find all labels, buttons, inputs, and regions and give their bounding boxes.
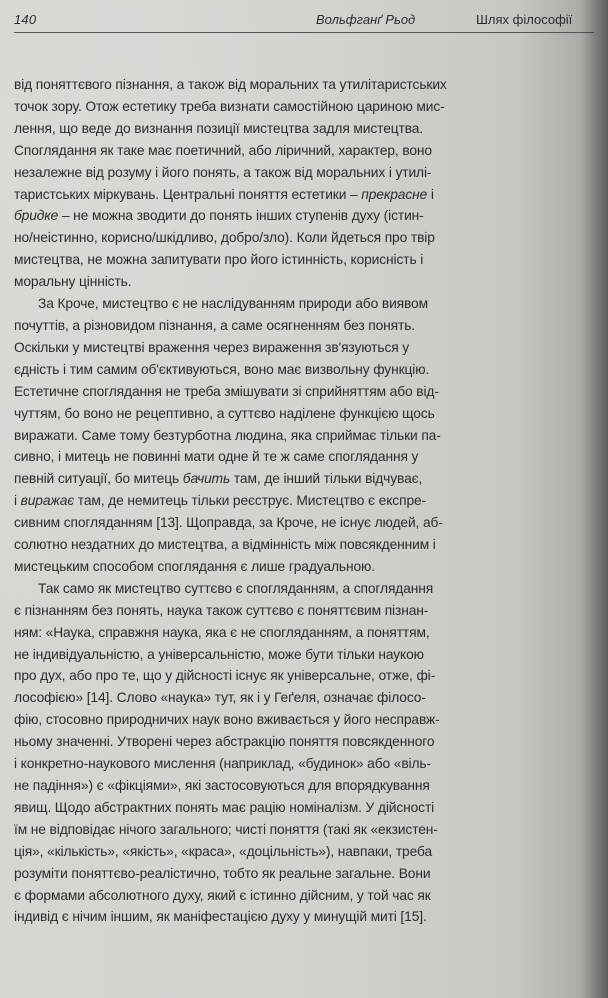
text-line: мистецьким способом споглядання є лише градуальною.: [14, 558, 375, 574]
text-line: лення, що веде до визнання позиції мистецтва задля мистецтва.: [14, 120, 424, 136]
text-line: ція», «кількість», «якість», «краса», «доцільність»), навпаки, треба: [14, 843, 433, 859]
text-line: розуміти поняттєво-реалістично, тобто як реальне загальне. Вони: [14, 865, 431, 881]
text-line: моральну цінність.: [14, 274, 132, 290]
italic-term: прекрасне: [361, 186, 428, 202]
text-line: сивно, і митець не повинні мати одне й те ж саме споглядання у: [14, 449, 419, 465]
text-line: від поняттєвого пізнання, а також від моральних та утилітаристських: [14, 77, 447, 92]
header-rule: [14, 32, 594, 33]
text-line: таристських міркувань. Центральні поняття естетики – прекрасне і: [14, 186, 434, 202]
text-line: солютно нездатних до мистецтва, а відмінність між повсякденним і: [14, 537, 436, 553]
text-line: єдність і тим самим об'єктивуються, воно має визвольну функцію.: [14, 361, 430, 377]
text-line: бридке – не можна зводити до понять інших ступенів духу (істин-: [14, 208, 424, 224]
text-line: Естетичне споглядання не треба змішувати зі сприйняттям або від-: [14, 383, 439, 399]
running-header: [14, 10, 594, 34]
text-line: но/неістинно, корисно/шкідливо, добро/зло). Коли йдеться про твір: [14, 230, 435, 246]
text-line: їм не відповідає нічого загального; чисті поняття (такі як «екзистен-: [14, 821, 438, 837]
text-line: не індивідуальністю, а універсальністю, може бути тільки наукою: [14, 646, 424, 662]
text-line: незалежне від розуму і його понять, а також від моральних і утилі-: [14, 164, 432, 180]
italic-term: бачить: [182, 471, 231, 487]
text-line: чуттям, бо воно не рецептивно, а суттєво наділене функцією щось: [14, 405, 435, 421]
text-line: і конкретно-наукового мислення (наприклад, «будинок» або «віль-: [14, 756, 431, 772]
text-line: ньому значенні. Утворені через абстракцію поняття повсякденного: [14, 734, 435, 750]
text-line: є пізнанням без понять, наука також суттєво є поняттєвим пізнан-: [14, 602, 429, 618]
text-line: індивід є нічим іншим, як маніфестацією духу у минущій миті [15].: [14, 909, 427, 925]
text-line: певній ситуації, бо митець бачить там, де інший тільки відчуває,: [14, 471, 423, 487]
main-text: [14, 74, 586, 928]
text-line: не падіння») є «фікціями», які застосовуються для впорядкування: [14, 778, 430, 793]
running-author: Вольфганґ Рьод: [316, 12, 416, 27]
text-line: виражати. Саме тому безтурботна людина, яка сприймає тільки па-: [14, 427, 441, 443]
italic-term: бридке: [14, 208, 59, 224]
text-line: Оскільки у мистецтві враження через вираження зв'язуються у: [14, 339, 410, 355]
text-line: точок зору. Отож естетику треба визнати самостійною цариною мис-: [14, 98, 445, 114]
text-line: фію, стосовно природничих наук воно вживається у його несправж-: [14, 712, 440, 728]
paragraph-start-line: За Кроче, мистецтво є не наслідуванням природи або виявом: [38, 296, 428, 312]
text-line: лософією» [14]. Слово «наука» тут, як і у Геґеля, означає філосо-: [14, 690, 426, 706]
text-line: про дух, або про те, що у дійсності існує як універсальне, отже, фі-: [14, 668, 436, 684]
text-line: явищ. Щодо абстрактних понять має рацію номіналізм. У дійсності: [14, 799, 435, 815]
text-line: мистецтва, не можна запитувати про його істинність, корисність і: [14, 252, 424, 268]
text-line: і виражає там, де немитець тільки реєструє. Мистецтво є експре-: [14, 493, 427, 509]
text-line: є формами абсолютного духу, який є істинно дійсним, у той час як: [14, 887, 431, 903]
text-line: почуттів, а різновидом пізнання, а саме осягненням без понять.: [14, 317, 415, 333]
text-line: ням: «Наука, справжня наука, яка є не спогляданням, а поняттям,: [14, 624, 430, 640]
italic-term: виражає: [20, 493, 75, 509]
text-line: сивним спогляданням [13]. Щоправда, за Кроче, не існує людей, аб-: [14, 515, 443, 531]
running-book-title: Шлях філософії: [476, 12, 573, 27]
paragraph-start-line: Так само як мистецтво суттєво є спогляданням, а споглядання: [38, 580, 434, 596]
page-number: 140: [14, 12, 37, 27]
text-line: Споглядання як таке має поетичний, або ліричний, характер, воно: [14, 142, 432, 158]
